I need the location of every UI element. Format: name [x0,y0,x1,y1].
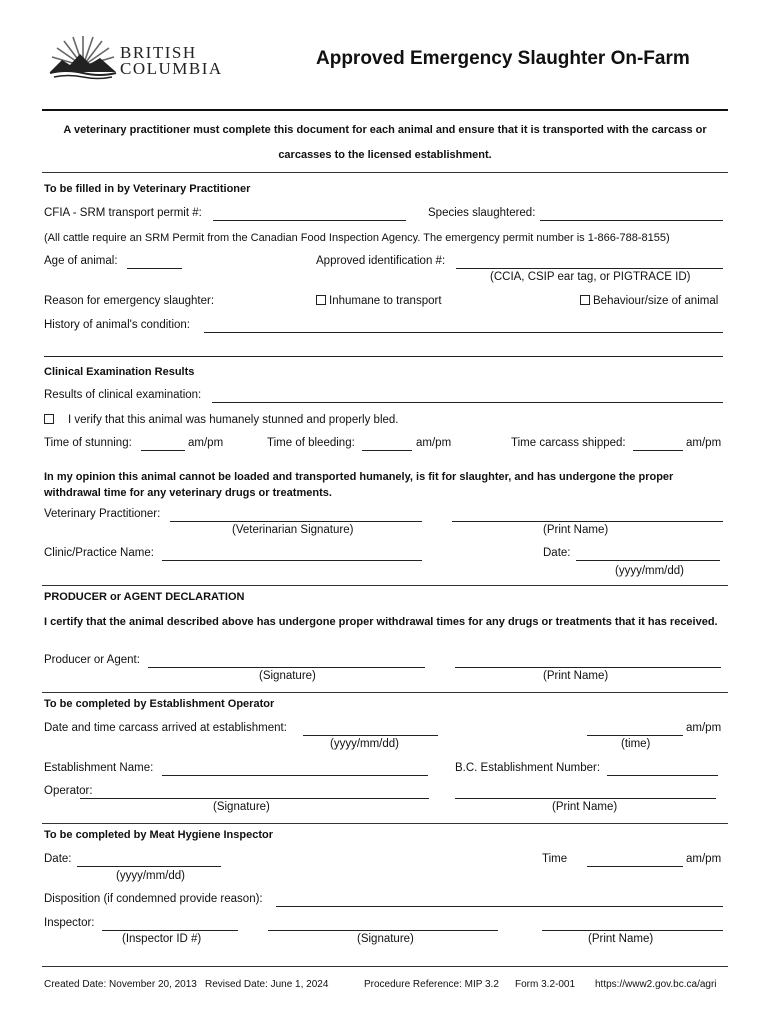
logo-line-1: BRITISH [120,43,197,62]
section-divider [42,823,728,824]
inspector-date-label: Date: [44,853,72,865]
vet-heading: To be filled in by Veterinary Practitioner [44,183,251,195]
producer-signature-field[interactable] [148,667,425,668]
approved-id-field[interactable] [456,268,723,269]
results-label: Results of clinical examination: [44,389,202,401]
footer-url[interactable]: https://www2.gov.bc.ca/agri [595,979,717,990]
inspector-print-name-field[interactable] [542,930,723,931]
page-title: Approved Emergency Slaughter On-Farm [316,48,690,69]
inspector-signature-hint: (Signature) [357,933,414,945]
footer-form: Form 3.2-001 [515,979,576,990]
operator-signature-hint: (Signature) [213,801,270,813]
producer-heading: PRODUCER or AGENT DECLARATION [44,591,245,603]
species-field[interactable] [540,220,723,221]
bleeding-field[interactable] [362,450,412,451]
clinic-label: Clinic/Practice Name: [44,547,154,559]
stunning-ampm: am/pm [188,437,224,449]
vet-date-field[interactable] [576,560,720,561]
producer-signature-hint: (Signature) [259,670,316,682]
inspector-id-hint: (Inspector ID #) [122,933,202,945]
arrived-time-field[interactable] [587,735,683,736]
establishment-number-label: B.C. Establishment Number: [455,762,601,774]
disposition-field[interactable] [276,906,723,907]
checkbox-icon[interactable] [580,295,590,305]
section-divider [42,172,728,173]
reason-option-behaviour[interactable] [580,295,718,307]
producer-label: Producer or Agent: [44,654,140,666]
footer-revised: Revised Date: June 1, 2024 [205,979,329,990]
inspector-date-hint: (yyyy/mm/dd) [116,870,185,882]
results-field[interactable] [212,402,723,403]
checkbox-icon[interactable] [316,295,326,305]
arrived-date-field[interactable] [303,735,438,736]
arrived-ampm: am/pm [686,722,722,734]
logo-line-2: COLUMBIA [120,59,223,78]
vet-date-hint: (yyyy/mm/dd) [615,565,684,577]
vet-opinion: In my opinion this animal cannot be loaded and transported humanely, is fit for slaughter, and has undergone the proper withdrawal time for any veterinary drugs or treatments. [44,471,674,499]
footer-procedure: Procedure Reference: MIP 3.2 [364,979,499,990]
establishment-number-field[interactable] [607,775,718,776]
inspector-time-label: Time [542,853,568,865]
history-field-2[interactable] [44,356,723,357]
disposition-label: Disposition (if condemned provide reason): [44,893,263,905]
inspector-date-field[interactable] [77,866,221,867]
shipped-field[interactable] [633,450,683,451]
approved-id-label: Approved identification #: [316,255,446,267]
inspector-time-field[interactable] [587,866,683,867]
operator-print-name-hint: (Print Name) [552,801,618,813]
stunning-field[interactable] [141,450,185,451]
title-divider [42,109,728,111]
srm-note: (All cattle require an SRM Permit from the Canadian Food Inspection Agency. The emergency permit number is 1-866-788-8155) [44,232,670,244]
species-label: Species slaughtered: [428,207,536,219]
inspector-label: Inspector: [44,917,95,929]
vet-print-name-hint: (Print Name) [543,524,609,536]
approved-id-hint: (CCIA, CSIP ear tag, or PIGTRACE ID) [490,271,691,283]
age-field[interactable] [127,268,182,269]
operator-signature-field[interactable] [80,798,429,799]
inspector-id-field[interactable] [102,930,238,931]
arrived-time-hint: (time) [621,738,651,750]
clinical-heading: Clinical Examination Results [44,366,195,378]
vet-signature-hint: (Veterinarian Signature) [232,524,354,536]
vet-print-name-field[interactable] [452,521,723,522]
inspector-heading: To be completed by Meat Hygiene Inspector [44,829,274,841]
inspector-signature-field[interactable] [268,930,498,931]
clinic-field[interactable] [162,560,422,561]
producer-certify: I certify that the animal described above has undergone proper withdrawal times for any drugs or treatments that it has received. [44,616,718,628]
inspector-ampm: am/pm [686,853,722,865]
shipped-label: Time carcass shipped: [511,437,626,449]
establishment-heading: To be completed by Establishment Operator [44,698,275,710]
checkbox-icon[interactable] [44,414,54,424]
producer-print-name-hint: (Print Name) [543,670,609,682]
operator-label: Operator: [44,785,93,797]
footer-divider [42,966,728,967]
establishment-name-label: Establishment Name: [44,762,154,774]
age-label: Age of animal: [44,255,118,267]
shipped-ampm: am/pm [686,437,722,449]
footer-created: Created Date: November 20, 2013 [44,979,197,990]
section-divider [42,585,728,586]
verify-label: I verify that this animal was humanely stunned and properly bled. [68,414,399,426]
establishment-name-field[interactable] [162,775,428,776]
vet-date-label: Date: [543,547,571,559]
operator-print-name-field[interactable] [455,798,716,799]
arrived-date-hint: (yyyy/mm/dd) [330,738,399,750]
producer-print-name-field[interactable] [455,667,721,668]
history-label: History of animal's condition: [44,319,191,331]
vet-signature-field[interactable] [170,521,422,522]
reason-option-1-label: Inhumane to transport [329,295,442,307]
bleeding-label: Time of bleeding: [267,437,355,449]
vp-label: Veterinary Practitioner: [44,508,161,520]
permit-field[interactable] [213,220,406,221]
reason-label: Reason for emergency slaughter: [44,295,215,307]
section-divider [42,692,728,693]
verify-option[interactable] [44,414,399,426]
sun-mountain-icon [48,32,118,82]
arrived-label: Date and time carcass arrived at establishment: [44,722,287,734]
history-field-1[interactable] [204,332,723,333]
permit-label: CFIA - SRM transport permit #: [44,207,202,219]
bleeding-ampm: am/pm [416,437,452,449]
bc-logo [48,32,223,82]
reason-option-2-label: Behaviour/size of animal [593,295,719,307]
inspector-print-name-hint: (Print Name) [588,933,654,945]
intro-text: A veterinary practitioner must complete this document for each animal and ensure that it is transported with the carcass or carcasses to the licensed establishment. [63,124,707,161]
reason-option-inhumane[interactable] [316,295,442,307]
stunning-label: Time of stunning: [44,437,132,449]
